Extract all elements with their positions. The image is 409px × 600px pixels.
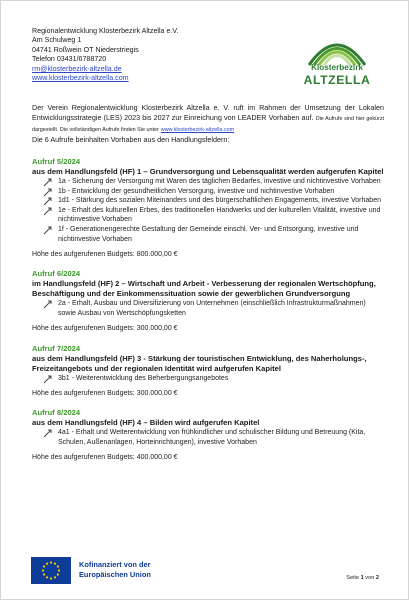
email-link[interactable]: rm@klosterbezirk-altzella.de [32,64,122,73]
org-name: Regionalentwicklung Klosterbezirk Altzella e.V. [32,27,179,35]
list-item: 2a - Erhalt, Ausbau und Diversifizierung von Unternehmen (einschließlich Infrastrukturmaßnahmen) sowie Ausbau von Wertschöpfungsketten [32,299,384,318]
arrow-bullet-icon [43,177,53,187]
intro-note: Die Aufrufe sind hier gekürzt dargestellt. Die vollständigen Aufrufe finden Sie unter [32,116,385,134]
budget-amount: Höhe des aufgerufenen Budgets: 300.000,00 € [32,325,178,333]
intro-website-link[interactable]: www.klosterbezirk-altzella.com [160,127,235,134]
arrow-bullet-icon [43,225,53,235]
page-number: Seite 1 von 2 [346,575,379,581]
intro-main: Der Verein Regionalentwicklung Klosterbezirk Altzella e. V. ruft im Rahmen der Umsetzung der Lokalen Entwicklungsstrategie (LES) 2023 bis 2027 zur Einreichung von LEADER Vorhaben auf. [32,103,384,123]
call-heading: aus dem Handlungsfeld (HF) 4 – Bilden wird aufgerufen Kapitel [32,418,260,428]
call-number: Aufruf 6/2024 [32,269,81,279]
altzella-logo [287,27,387,91]
call-number: Aufruf 5/2024 [32,157,81,166]
budget-amount: Höhe des aufgerufenen Budgets: 400.000,00 € [32,454,178,462]
eu-cofinanced-label: Kofinanziert von der Europäischen Union [79,560,151,579]
arrow-bullet-icon [43,206,53,216]
arrow-bullet-icon [43,299,53,309]
call-heading: aus dem Handlungsfeld (HF) 3 - Stärkung der touristischen Entwicklung, des Naherholungs-, Freizeitangebots und der regionalen Identität wird aufgerufen Kapitel [32,353,367,373]
logo-text-klosterbezirk: Klosterbezirk [311,63,363,72]
call-number: Aufruf 8/2024 [32,408,81,418]
list-item: 1e - Erhalt des kulturellen Erbes, des traditionellen Handwerks und der kulturellen Vitalität, investive und nichtinvestive Vorhaben [32,206,384,225]
call-heading: aus dem Handlungsfeld (HF) 1 – Grundversorgung und Lebensqualität werden aufgerufen Kapitel [32,167,384,176]
phone: Telefon 03431/6788720 [32,55,107,64]
budget-amount: Höhe des aufgerufenen Budgets: 300.000,00 € [32,390,178,398]
website-link[interactable]: www.klosterbezirk-altzella.com [32,74,129,83]
list-item: 3b1 - Weiterentwicklung des Beherbergungsangebotes [32,374,384,384]
call-section [32,269,384,334]
arrow-bullet-icon [43,187,53,197]
city: 04741 Roßwein OT Niederstriegis [32,45,139,54]
intro-paragraph [32,103,384,145]
calls-list [32,157,384,473]
call-section [32,344,384,399]
call-section [32,408,384,463]
call-number: Aufruf 7/2024 [32,343,81,353]
intro-closing: Die 6 Aufrufe beinhalten Vorhaben aus den Handlungsfeldern: [32,135,230,145]
list-item: 1b - Entwicklung der gesundheitlichen Versorgung, investive und nichtinvestive Vorhaben [32,187,384,197]
logo-text-altzella: ALTZELLA [303,73,371,87]
street: Am Schulweg 1 [32,36,82,45]
list-item: 4a1 - Erhalt und Weiterentwicklung von frühkindlicher und schulischer Bildung und Betreuung (Kita, Schulen, Außenanlagen, Horteinrichtungen), investive Vorhaben [32,428,384,447]
arrow-bullet-icon [43,196,53,206]
call-section [32,157,384,260]
list-item: 1d1 - Stärkung des sozialen Miteinanders und des bürgerschaftlichen Engagements, investive Vorhaben [32,196,384,206]
arrow-bullet-icon [43,374,53,384]
footer [31,557,383,591]
arrow-bullet-icon [43,428,53,438]
call-heading: im Handlungsfeld (HF) 2 – Wirtschaft und Arbeit - Verbesserung der regionalen Wertschöpfung, Beschäftigung und der Einkommenssituation sowie der gewerblichen Grundversorgung [32,279,376,299]
eu-flag-icon [31,557,71,584]
budget-amount: Höhe des aufgerufenen Budgets: 800.000,00 € [32,251,178,259]
list-item: 1f - Generationengerechte Gestaltung der Gemeinde einschl. Ver- und Entsorgung, investive und nichtinvestive Vorhaben [32,225,384,244]
list-item: 1a - Sicherung der Versorgung mit Waren des täglichen Bedarfes, investive und nichtinvestive Vorhaben [32,177,384,187]
logo-arcs-icon [287,27,387,67]
sender-address [32,27,282,83]
